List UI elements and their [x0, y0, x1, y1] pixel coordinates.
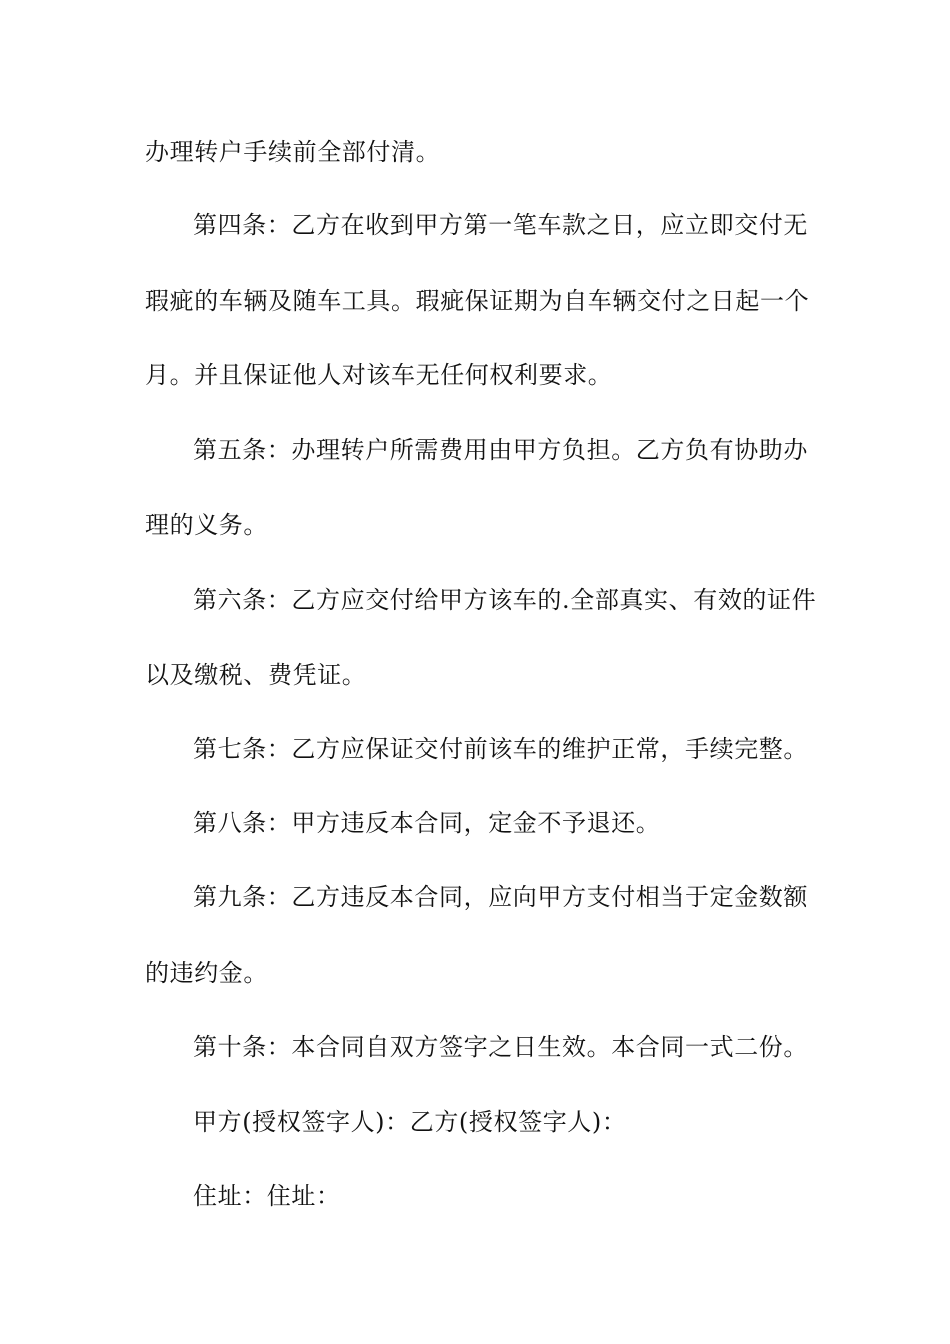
- paragraph-line: 月。并且保证他人对该车无任何权利要求。: [145, 361, 613, 389]
- paragraph-line: 第九条：乙方违反本合同，应向甲方支付相当于定金数额: [193, 883, 808, 911]
- paragraph-line: 第八条：甲方违反本合同，定金不予退还。: [193, 809, 661, 837]
- paragraph-line: 理的义务。: [145, 511, 268, 539]
- paragraph-line: 第七条：乙方应保证交付前该车的维护正常，手续完整。: [193, 735, 808, 763]
- paragraph-line: 第四条：乙方在收到甲方第一笔车款之日，应立即交付无: [193, 211, 808, 239]
- paragraph-line: 办理转户手续前全部付清。: [145, 138, 441, 166]
- paragraph-line: 的违约金。: [145, 959, 268, 987]
- paragraph-line: 第十条：本合同自双方签字之日生效。本合同一式二份。: [193, 1033, 808, 1061]
- paragraph-line: 瑕疵的车辆及随车工具。瑕疵保证期为自车辆交付之日起一个: [145, 287, 810, 315]
- paragraph-line: 第六条：乙方应交付给甲方该车的.全部真实、有效的证件: [193, 586, 817, 614]
- paragraph-line: 住址：住址：: [193, 1182, 341, 1210]
- paragraph-line: 以及缴税、费凭证。: [145, 661, 367, 689]
- paragraph-line: 甲方(授权签字人)：乙方(授权签字人)：: [193, 1108, 627, 1136]
- paragraph-line: 第五条：办理转户所需费用由甲方负担。乙方负有协助办: [193, 436, 808, 464]
